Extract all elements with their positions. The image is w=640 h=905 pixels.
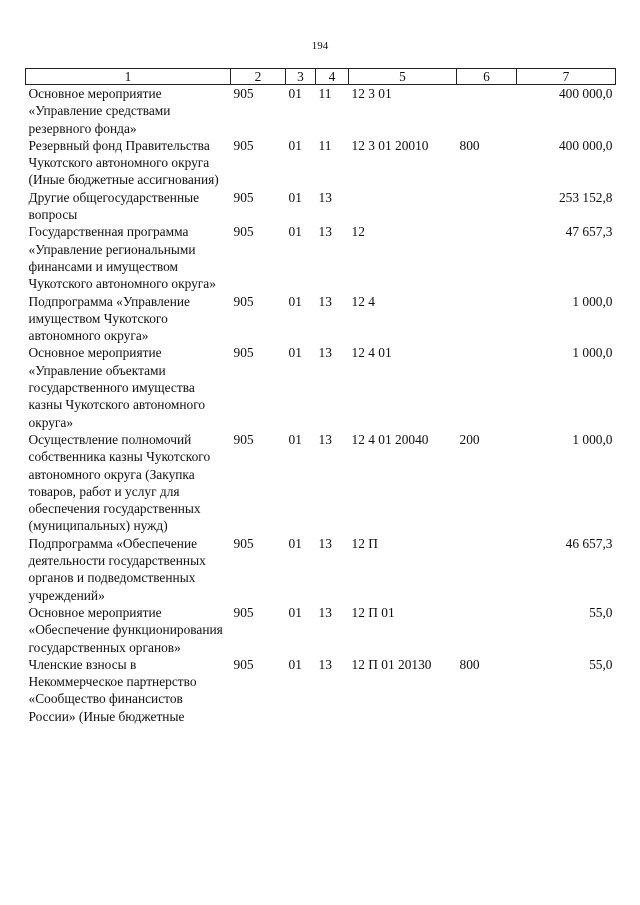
row-amount-cell: 55,0 xyxy=(589,656,613,672)
row-gr-cell: 905 xyxy=(233,189,254,205)
row-section-cell: 01 xyxy=(288,656,302,672)
row-amount-cell: 400 000,0 xyxy=(558,86,613,101)
column-header: 5 xyxy=(349,69,457,85)
row-amount-cell: 1 000,0 xyxy=(572,293,613,309)
row-expense-type-cell xyxy=(457,604,517,656)
row-gr-cell: 905 xyxy=(233,345,254,361)
row-gr-cell: 905 xyxy=(233,656,254,672)
row-name-cell: Основное мероприятие «Управление средствами резервного фонда» xyxy=(28,86,171,136)
row-name-cell: Осуществление полномочий собственника казны Чукотского автономного округа (Закупка товаров, работ и услуг для обеспечения государственных (муниципальных) нужд) xyxy=(28,431,211,534)
row-subsection-cell: 13 xyxy=(318,535,332,551)
row-name-cell: Членские взносы в Некоммерческое партнерство «Сообщество финансистов России» (Иные бюджетные xyxy=(28,656,197,724)
row-section-cell: 01 xyxy=(288,345,302,361)
row-target-code-cell: 12 4 01 20040 xyxy=(351,431,429,447)
row-expense-type-cell xyxy=(457,189,517,224)
row-subsection-cell: 13 xyxy=(318,604,332,620)
row-name-cell: Другие общегосударственные вопросы xyxy=(28,189,200,223)
row-target-code-cell xyxy=(349,189,457,224)
row-gr-cell: 905 xyxy=(233,604,254,620)
row-amount-cell: 1 000,0 xyxy=(572,345,613,361)
column-header: 6 xyxy=(457,69,517,85)
header-row xyxy=(26,69,616,85)
row-section-cell: 01 xyxy=(288,86,302,101)
row-target-code-cell: 12 4 xyxy=(351,293,375,309)
page-number: 194 xyxy=(311,40,329,52)
row-subsection-cell: 13 xyxy=(318,224,332,240)
row-section-cell: 01 xyxy=(288,431,302,447)
row-target-code-cell: 12 П xyxy=(351,535,378,551)
table-row xyxy=(26,137,616,189)
table-row xyxy=(26,223,616,292)
table-row xyxy=(26,431,616,535)
row-name-cell: Резервный фонд Правительства Чукотского автономного округа (Иные бюджетные ассигнования) xyxy=(28,137,219,188)
table-body xyxy=(26,85,616,725)
column-header: 7 xyxy=(517,69,616,85)
row-subsection-cell: 11 xyxy=(318,137,332,153)
row-amount-cell: 253 152,8 xyxy=(558,189,613,205)
row-subsection-cell: 13 xyxy=(318,431,332,447)
row-expense-type-cell xyxy=(457,85,517,137)
row-amount-cell: 55,0 xyxy=(589,604,613,620)
budget-table xyxy=(25,68,616,725)
row-name-cell: Основное мероприятие «Обеспечение функционирования государственных органов» xyxy=(28,604,223,655)
row-expense-type-cell xyxy=(457,344,517,430)
row-amount-cell: 46 657,3 xyxy=(565,535,613,551)
row-section-cell: 01 xyxy=(288,224,302,240)
row-gr-cell: 905 xyxy=(233,86,254,101)
row-amount-cell: 1 000,0 xyxy=(572,431,613,447)
row-expense-type-cell: 800 xyxy=(459,656,480,672)
row-section-cell: 01 xyxy=(288,604,302,620)
table-row xyxy=(26,85,616,137)
column-header: 2 xyxy=(231,69,286,85)
row-expense-type-cell: 200 xyxy=(459,431,480,447)
row-gr-cell: 905 xyxy=(233,431,254,447)
row-name-cell: Государственная программа «Управление региональными финансами и имуществом Чукотского автономного округа» xyxy=(28,224,216,292)
table-row xyxy=(26,656,616,725)
row-expense-type-cell xyxy=(457,223,517,292)
row-gr-cell: 905 xyxy=(233,137,254,153)
row-section-cell: 01 xyxy=(288,137,302,153)
row-subsection-cell: 13 xyxy=(318,656,332,672)
table-row xyxy=(26,189,616,224)
row-target-code-cell: 12 3 01 xyxy=(351,86,392,101)
row-gr-cell: 905 xyxy=(233,293,254,309)
table-row xyxy=(26,344,616,430)
row-subsection-cell: 13 xyxy=(318,293,332,309)
row-amount-cell: 47 657,3 xyxy=(565,224,613,240)
row-target-code-cell: 12 xyxy=(351,224,365,240)
row-gr-cell: 905 xyxy=(233,535,254,551)
row-target-code-cell: 12 4 01 xyxy=(351,345,392,361)
row-expense-type-cell xyxy=(457,535,517,604)
row-name-cell: Подпрограмма «Управление имуществом Чукотского автономного округа» xyxy=(28,293,190,344)
row-subsection-cell: 11 xyxy=(318,86,332,101)
row-section-cell: 01 xyxy=(288,189,302,205)
column-header: 3 xyxy=(286,69,316,85)
row-subsection-cell: 13 xyxy=(318,189,332,205)
row-section-cell: 01 xyxy=(288,535,302,551)
row-target-code-cell: 12 П 01 20130 xyxy=(351,656,432,672)
row-target-code-cell: 12 3 01 20010 xyxy=(351,137,429,153)
row-subsection-cell: 13 xyxy=(318,345,332,361)
row-amount-cell: 400 000,0 xyxy=(558,137,613,153)
table-row xyxy=(26,604,616,656)
table-row xyxy=(26,293,616,345)
table-row xyxy=(26,535,616,604)
row-name-cell: Подпрограмма «Обеспечение деятельности государственных органов и подведомственных учреждений» xyxy=(28,535,206,603)
row-section-cell: 01 xyxy=(288,293,302,309)
row-expense-type-cell: 800 xyxy=(459,137,480,153)
column-header: 4 xyxy=(316,69,349,85)
row-target-code-cell: 12 П 01 xyxy=(351,604,395,620)
column-header: 1 xyxy=(26,69,231,85)
row-name-cell: Основное мероприятие «Управление объектами государственного имущества казны Чукотского автономного округа» xyxy=(28,345,206,430)
row-gr-cell: 905 xyxy=(233,224,254,240)
row-expense-type-cell xyxy=(457,293,517,345)
